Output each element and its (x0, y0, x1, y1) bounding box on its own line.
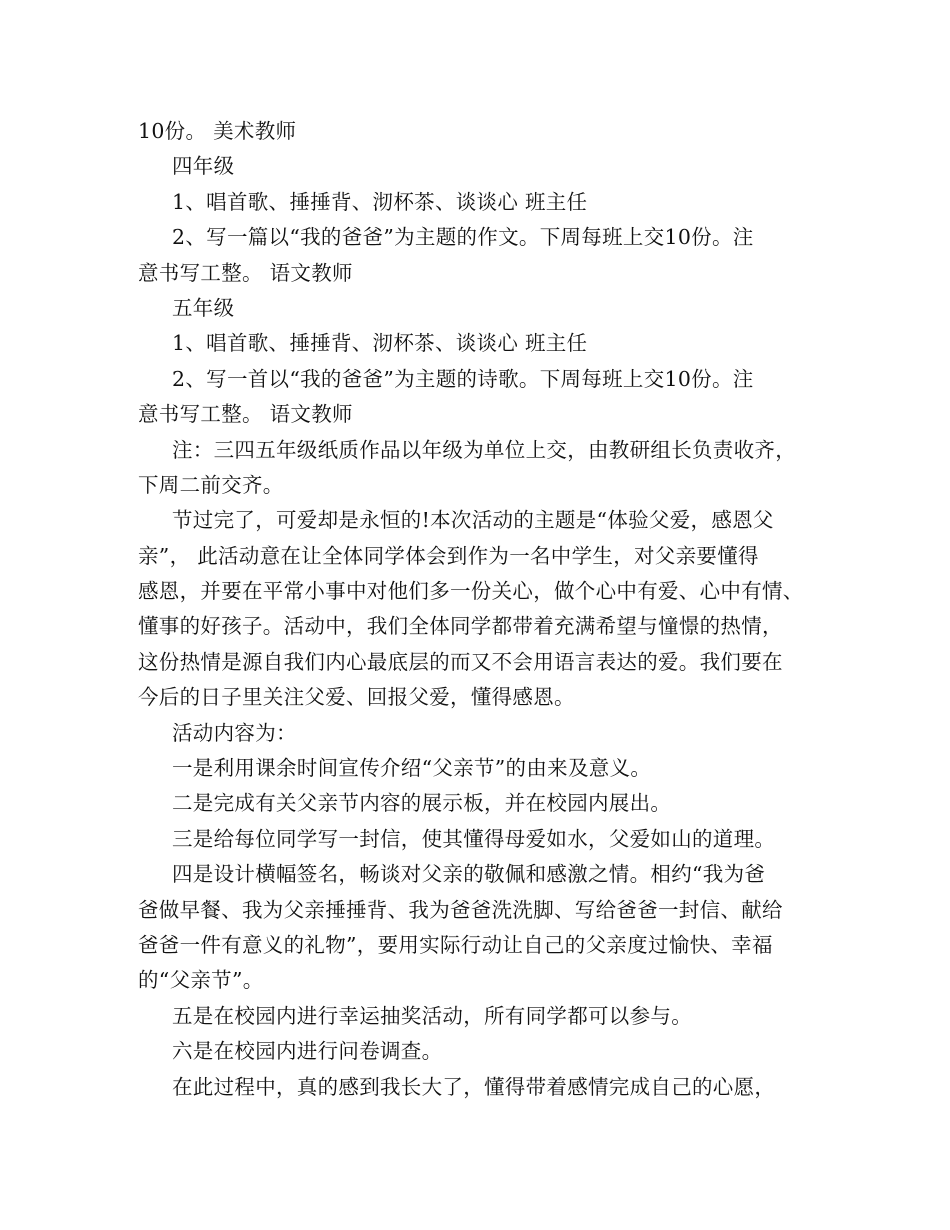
text-line: 四年级 (172, 154, 235, 179)
text-line: 今后的日子里关注父爱、回报父爱，懂得感恩。 (138, 685, 575, 710)
text-line: 2、写一首以“我的爸爸”为主题的诗歌。下周每班上交10份。注 (172, 366, 754, 391)
text-line: 下周二前交齐。 (138, 472, 284, 497)
text-line: 注：三四五年级纸质作品以年级为单位上交，由教研组长负责收齐， (172, 437, 796, 462)
text-line: 五是在校园内进行幸运抽奖活动，所有同学都可以参与。 (172, 1003, 692, 1028)
text-line: 亲”， 此活动意在让全体同学体会到作为一名中学生，对父亲要懂得 (138, 543, 759, 568)
text-line: 1、唱首歌、捶捶背、沏杯茶、谈谈心 班主任 (172, 189, 588, 214)
text-line: 一是利用课余时间宣传介绍“父亲节”的由来及意义。 (172, 756, 652, 781)
text-line: 懂事的好孩子。活动中，我们全体同学都带着充满希望与憧憬的热情， (138, 614, 783, 639)
text-line: 感恩，并要在平常小事中对他们多一份关心，做个心中有爱、心中有情、 (138, 579, 804, 604)
text-line: 在此过程中，真的感到我长大了，懂得带着感情完成自己的心愿， (172, 1074, 776, 1099)
text-line: 意书写工整。 语文教师 (138, 260, 353, 285)
text-line: 三是给每位同学写一封信，使其懂得母爱如水，父爱如山的道理。 (172, 826, 776, 851)
text-line: 二是完成有关父亲节内容的展示板，并在校园内展出。 (172, 791, 672, 816)
text-line: 爸做早餐、我为父亲捶捶背、我为爸爸洗洗脚、写给爸爸一封信、献给 (138, 897, 783, 922)
text-line: 六是在校园内进行问卷调查。 (172, 1039, 443, 1064)
text-line: 活动内容为： (172, 720, 297, 745)
text-line: 四是设计横幅签名，畅谈对父亲的敬佩和感激之情。相约“我为爸 (172, 862, 766, 887)
text-line: 的“父亲节”。 (138, 968, 264, 993)
text-line: 五年级 (172, 295, 235, 320)
text-line: 这份热情是源自我们内心最底层的而又不会用语言表达的爱。我们要在 (138, 649, 783, 674)
text-line: 爸爸一件有意义的礼物”，要用实际行动让自己的父亲度过愉快、幸福 (138, 932, 773, 957)
text-line: 2、写一篇以“我的爸爸”为主题的作文。下周每班上交10份。注 (172, 225, 754, 250)
text-line: 10份。 美术教师 (138, 119, 297, 143)
document-page (138, 114, 828, 1105)
text-line: 1、唱首歌、捶捶背、沏杯茶、谈谈心 班主任 (172, 331, 588, 356)
text-line: 节过完了，可爱却是永恒的!本次活动的主题是“体验父爱，感恩父 (172, 508, 774, 533)
text-line: 意书写工整。 语文教师 (138, 402, 353, 427)
